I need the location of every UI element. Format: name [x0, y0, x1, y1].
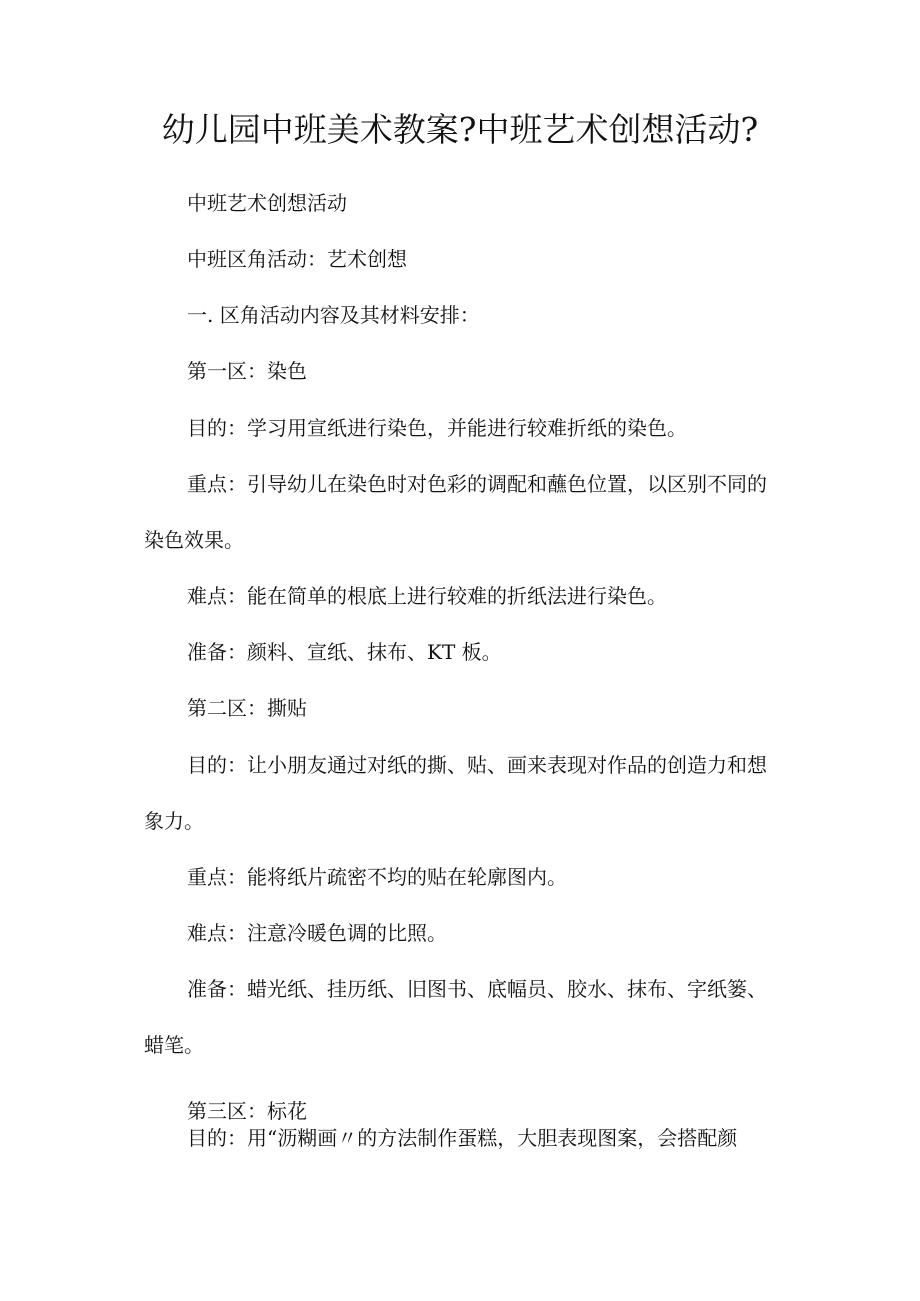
area-one-focus: 重点：引导幼儿在染色时对色彩的调配和蘸色位置，以区别不同的 — [187, 472, 767, 496]
area-one-difficulty: 难点：能在简单的根底上进行较难的折纸法进行染色。 — [187, 584, 667, 608]
area-two-focus: 重点：能将纸片疏密不均的贴在轮廓图内。 — [187, 865, 567, 889]
area-two-heading: 第二区：撕贴 — [187, 696, 307, 720]
paragraph-area-activity: 中班区角活动：艺术创想 — [187, 247, 407, 271]
area-one-purpose: 目的：学习用宣纸进行染色，并能进行较难折纸的染色。 — [187, 416, 687, 440]
paragraph-activity-name: 中班艺术创想活动 — [187, 191, 347, 215]
area-two-purpose: 目的：让小朋友通过对纸的撕、贴、画来表现对作品的创造力和想 — [187, 753, 767, 777]
area-two-purpose-continued: 象力。 — [144, 809, 204, 833]
section-heading-content: 一. 区角活动内容及其材料安排： — [187, 303, 480, 327]
area-two-difficulty: 难点：注意冷暖色调的比照。 — [187, 921, 447, 945]
area-one-heading: 第一区：染色 — [187, 359, 307, 383]
area-one-preparation: 准备：颜料、宣纸、抹布、KT 板。 — [187, 640, 502, 664]
document-title: 幼儿园中班美术教案?中班艺术创想活动? — [161, 110, 759, 149]
area-three-purpose: 目的：用“沥糊画〃的方法制作蛋糕，大胆表现图案，会搭配颜 — [187, 1126, 738, 1150]
area-one-focus-continued: 染色效果。 — [144, 528, 244, 552]
area-three-heading: 第三区：标花 — [187, 1099, 307, 1123]
area-two-preparation: 准备：蜡光纸、挂历纸、旧图书、底幅员、胶水、抹布、字纸篓、 — [187, 977, 767, 1001]
area-two-preparation-continued: 蜡笔。 — [144, 1033, 204, 1057]
